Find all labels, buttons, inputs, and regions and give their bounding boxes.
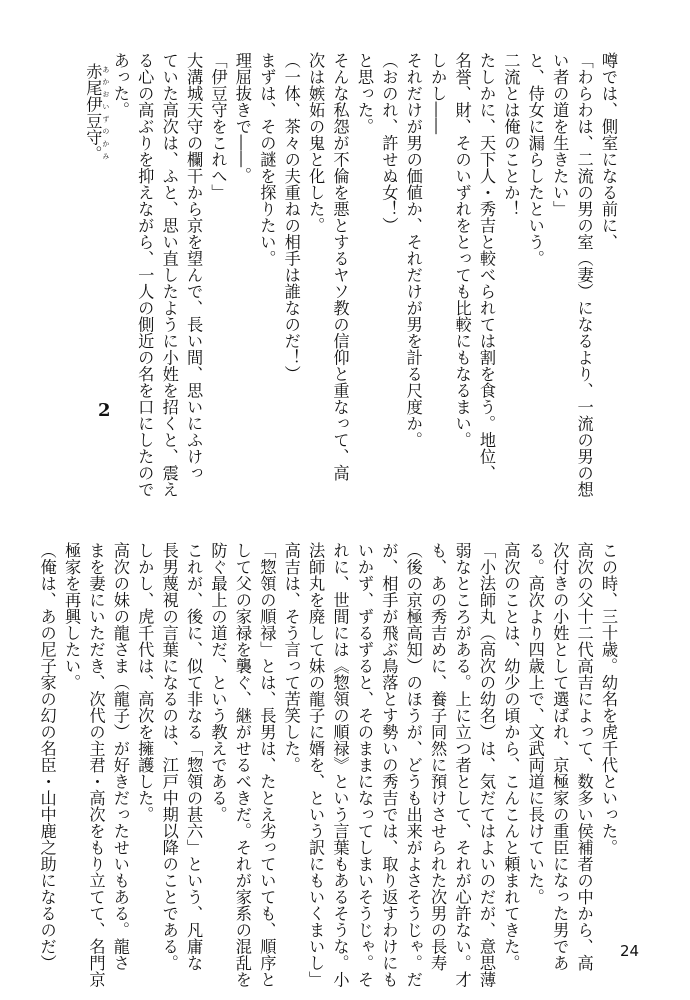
text-line: して父の家禄を襲ぐ、継がせるべきだ。それが家系の混乱を <box>232 542 252 988</box>
text-line: ていた高次は、ふと、思い直したように小姓を招くと、震え <box>159 52 179 498</box>
text-line: しかし―― <box>428 52 448 135</box>
text-line: 大溝城天守の欄干から京を望んで、長い間、思いにふけっ <box>184 52 204 481</box>
text-line: 長男蔑視の言葉になるのは、江戸中期以降のことである。 <box>159 542 179 971</box>
text-line: と思った。 <box>354 52 374 135</box>
text-line: 「わらわは、二流の男の室（妻）になるより、一流の男の想 <box>574 52 594 498</box>
text-line: 防ぐ最上の道だ、という教えである。 <box>208 542 228 823</box>
text-line: それだけが男の価値か、それだけが男を計る尺度か。 <box>403 52 423 448</box>
text-line: 名誉、財、そのいずれをとっても比較にもなるまい。 <box>452 52 472 448</box>
text-line: たしかに、天下人・秀吉と較べられては割を食う。地位、 <box>476 52 496 481</box>
text-line: （俺は、あの尼子家の幻の名臣・山中鹿之助になるのだ） <box>37 542 57 971</box>
text-line: いかず、ずるずると、そのままになってしまいそうじゃ。そ <box>354 542 374 988</box>
text-line: まずは、その謎を探りたい。 <box>257 52 277 267</box>
text-line: （一体、茶々の夫重ねの相手は誰なのだ！） <box>281 52 301 382</box>
text-line: 法師丸を廃して妹の龍子に婿を、という訳にもいくまいし」 <box>306 542 326 988</box>
text-line: 噂では、側室になる前に、 <box>599 52 618 250</box>
text-line: る心の高ぶりを抑えながら、一人の側近の名を口にしたので <box>135 52 155 498</box>
text-line: この時、三十歳。幼名を虎千代といった。 <box>599 542 618 856</box>
text-line: 高次の妹の龍さま（龍子）が好きだったせいもある。龍さ <box>110 542 130 971</box>
text-line: 高次の父十二代高吉によって、数多い侯補者の中から、高 <box>574 542 594 971</box>
text-line: そんな私怨が不倫を悪とするヤソ教の信仰と重なって、高 <box>330 52 350 481</box>
text-line: 次は嫉妬の鬼と化した。 <box>306 52 326 234</box>
text-line: 理屈抜きで――。 <box>232 52 252 184</box>
text-line: れに、世間には《惣領の順禄》という言葉もあるそうな。小 <box>330 542 350 988</box>
text-line: あった。 <box>110 52 130 118</box>
upper-text-column <box>107 52 620 498</box>
text-line: これが、後に、似て非なる「惣領の甚六」という、凡庸な <box>184 542 204 971</box>
text-line: 極家を再興したい。 <box>62 542 82 691</box>
text-line: る。高次より四歳上で、文武両道に長けていた。 <box>525 542 545 905</box>
akao-izunokami-name: 赤尾伊豆守。 あかおいずのかみ <box>83 62 110 162</box>
text-line: 「伊豆守をこれへ」 <box>208 52 228 201</box>
text-line: 高吉は、そう言って苦笑した。 <box>281 542 301 773</box>
text-line: しかし、虎千代は、高次を擁護した。 <box>135 542 155 823</box>
text-line: と、侍女に漏らしたという。 <box>525 52 545 267</box>
text-line: まを妻にいただき、次代の主君・高次をもり立てて、名門京 <box>86 542 106 988</box>
text-line: 次付きの小姓として選ばれ、京極家の重臣になった男であ <box>550 542 570 971</box>
text-line: も、あの秀吉めに、養子同然に預けさせられた次男の長寿 <box>428 542 448 971</box>
text-line: （後の京極高知）のほうが、どうも出来がよさそうじゃ。だ <box>403 542 423 988</box>
text-line: い者の道を生きたい」 <box>550 52 570 217</box>
lower-text-column <box>34 542 620 988</box>
text-line: 「惣領の順禄」とは、長男は、たとえ劣っていても、順序と <box>257 542 277 988</box>
text-line: 高次のことは、幼少の頃から、こんこんと頼まれてきた。 <box>501 542 521 971</box>
section-number: 2 <box>98 400 111 421</box>
text-line: が、相手が飛ぶ鳥落とす勢いの秀吉では、取り返すわけにも <box>379 542 399 988</box>
page-number: 24 <box>620 942 640 960</box>
chapter-name-line <box>80 52 130 192</box>
text-line: 「小法師丸（高次の幼名）は、気だてはよいのだが、意思薄 <box>476 542 496 988</box>
text-line: 二流とは俺のことか！ <box>501 52 521 217</box>
text-line: （おのれ、許せぬ女！） <box>379 52 399 234</box>
text-line: 弱なところがある。上に立つ者として、それが心許ない。才 <box>452 542 472 988</box>
